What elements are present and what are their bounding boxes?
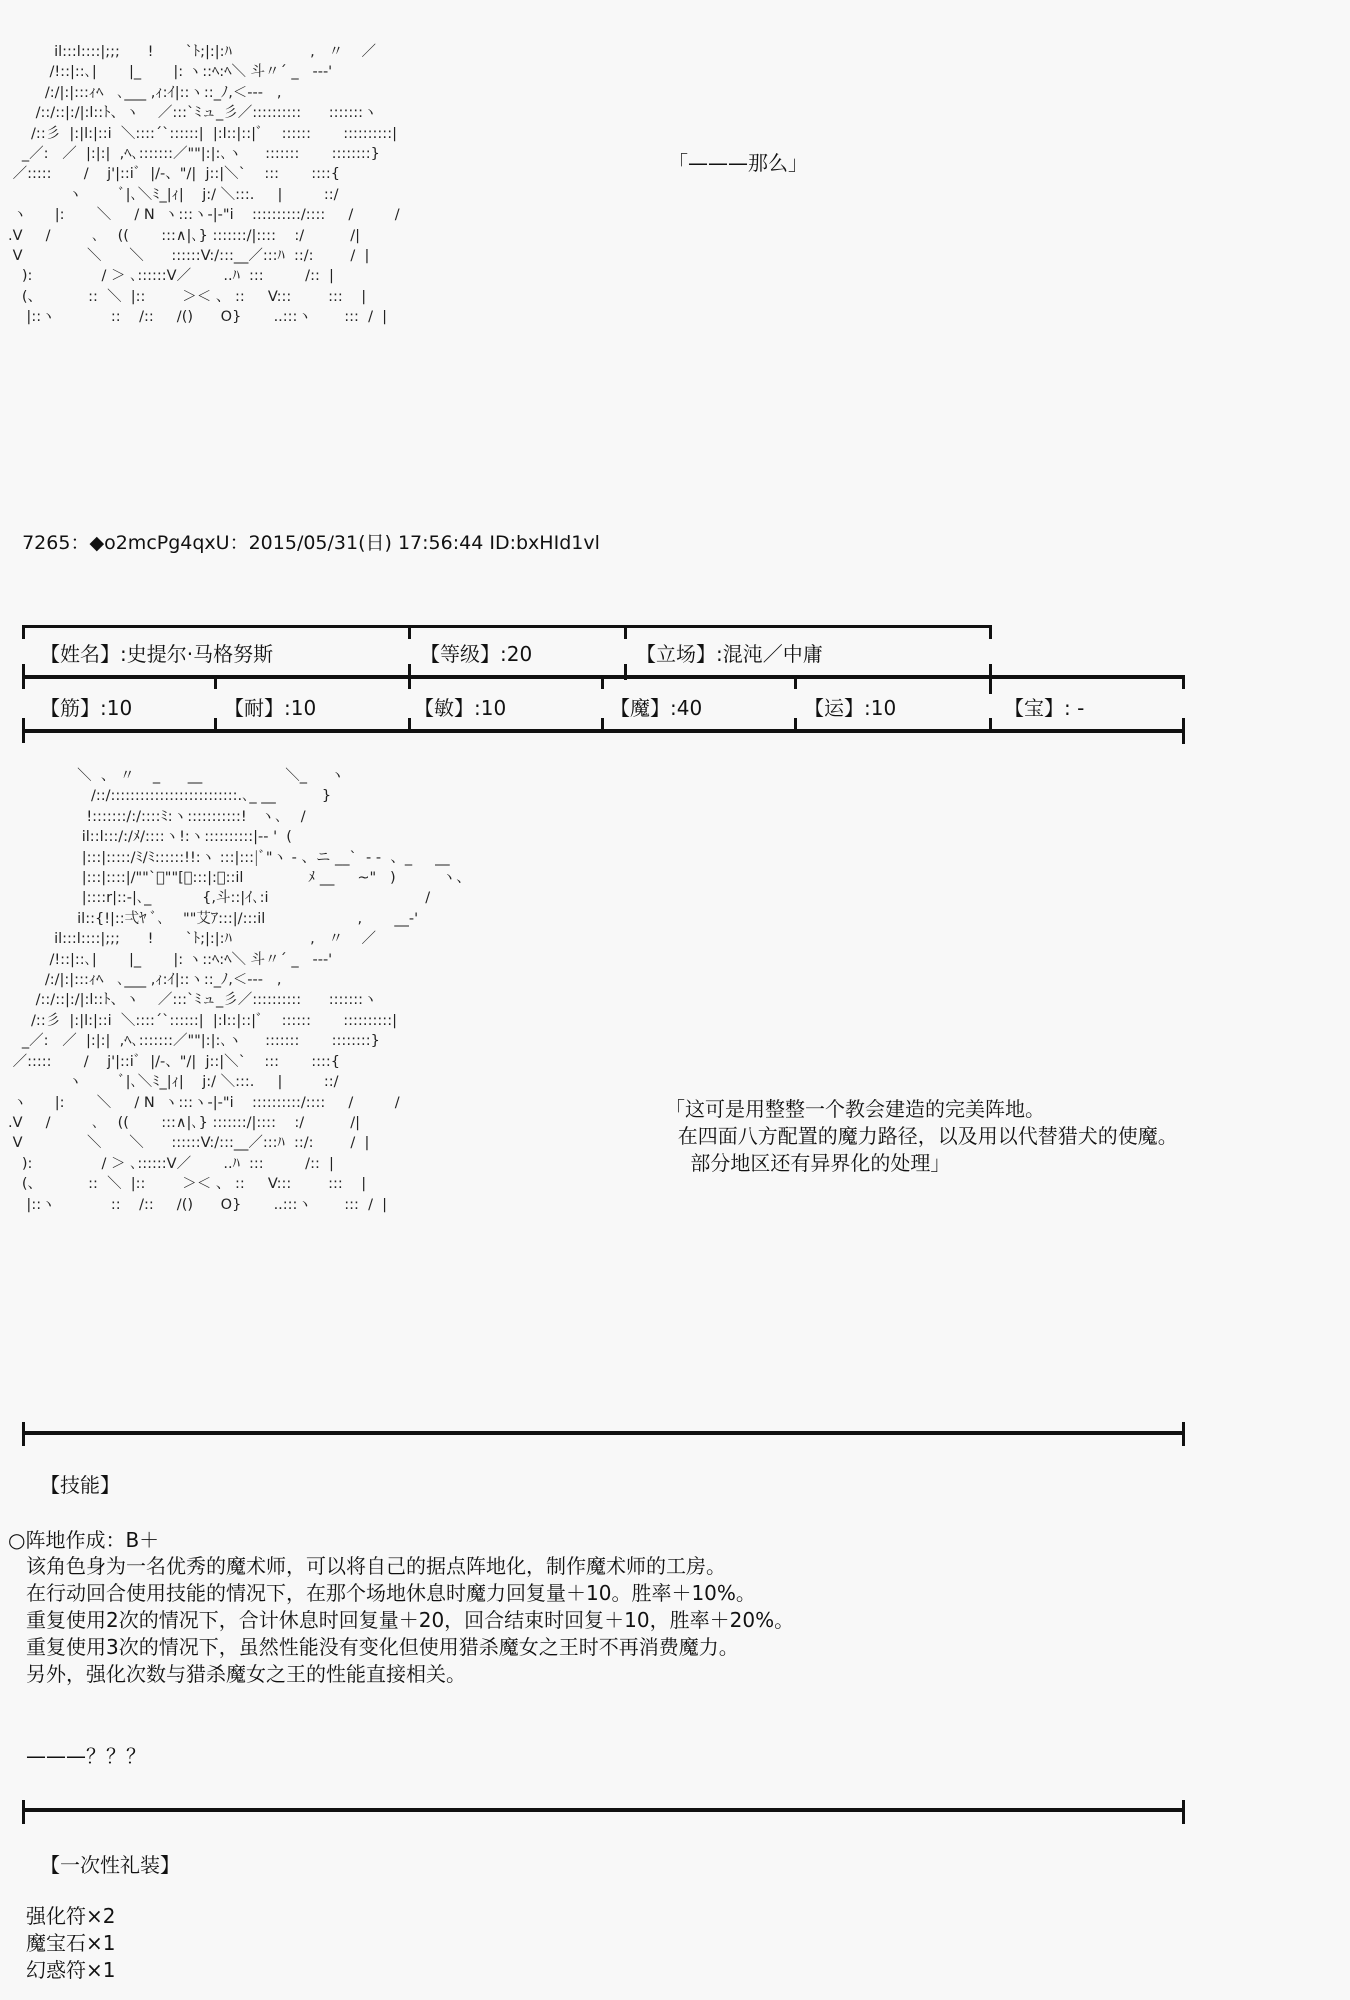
- skill-desc-line: 重复使用2次的情况下，合计休息时回复量＋20，回合结束时回复＋10，胜率＋20%。: [26, 1608, 795, 1632]
- dialogue-line: 部分地区还有异界化的处理」: [665, 1151, 951, 1175]
- stat-name: 【姓名】:史提尔·马格努斯: [40, 642, 274, 666]
- table-tick: [408, 625, 411, 639]
- divider-rule: [22, 1808, 1185, 1812]
- skills-heading: 【技能】: [40, 1473, 120, 1497]
- stat-noble-phantasm: 【宝】: -: [1004, 696, 1085, 720]
- table-tick: [989, 664, 992, 694]
- stat-luck: 【运】:10: [804, 696, 897, 720]
- consumable-item: 强化符×2: [26, 1904, 116, 1928]
- stat-alignment: 【立场】:混沌／中庸: [636, 642, 823, 666]
- skill-title: ○阵地作成：B＋: [8, 1528, 160, 1552]
- post-id[interactable]: ID:bxHId1vl: [489, 532, 600, 554]
- stat-endurance: 【耐】:10: [224, 696, 317, 720]
- post-separator: ：: [70, 532, 90, 554]
- tripcode: o2mcPg4qxU: [104, 532, 230, 554]
- post-number: 7265: [22, 532, 71, 554]
- post-header: [10, 503, 600, 557]
- dialogue: [665, 1096, 1178, 1177]
- post-date: ：2015/05/31(日) 17:56:44: [229, 532, 484, 554]
- ascii-art-top: il:::l::::|;;; ! `ﾄ;|:|:ﾊ , 〃 ／ /!::|::､| |_ |: ヽ::ﾍ:ﾍ＼ 斗〃´ _ --‐' /:/|:|:::ｨﾍ ､___ ,ｨ:ｲ|::ヽ::_ﾉ,＜--- , /::/::|:/|:l::ﾄ、ヽ ／:::`ﾐュ_彡／:::::::::: :::::::ヽ /::彡 |:|l:|::i ＼::::´`::::::| |:l::|::|ﾞ :::::: ::::::::::| _／: ／ |:|:| ,ﾍ､:::::::／""|:|:､ヽ ::::::: ::::::::} ／::::: / j'|::iﾞ |/‐、"/| j::|＼` ::: ::::{ ヽ ﾞ|､＼ﾐ_|ｨ| j:/ ＼:::. | ::/ ヽ |: ＼ / N ヽ:::ヽ-|-"i ::::::::::/:::: / / .V / ､ (( :::∧|､} :::::::/|:::: :/ /| V ＼ ＼ ::::::V:/:::__／:::ﾊ ::/: / | ): / ＞ ､::::::V／ ..ﾊ ::: /:: | (、 :: ＼ |:: ＞＜ 、 :: V::: ::: | |::ヽ :: /:: /() O} ..:::ヽ ::: / |: [8, 44, 400, 326]
- table-tick: [22, 729, 25, 743]
- stat-agility: 【敏】:10: [414, 696, 507, 720]
- consumables-heading: 【一次性礼装】: [40, 1853, 180, 1877]
- ascii-art-bottom: ＼ 、 〃 _ __ ＼_ ヽ /::/::::::::::::::::::::::::::.､_ __ } !:::::::/:/::::ﾐ:ヽ:::::::::::! ヽ､ / il::l:::/:/ﾒ/::::ヽ!:ヽ::::::::::|‐‐ ' ( |:::|:::::/ﾐ/ﾐ::::::!!:ヽ :::|:::|ﾞ"ヽ - 、ニ __` - - 、_ __ |:::|::::|/""`ﾞ""[ﾞ:::|:、::il ﾒ __ ~" ) ヽ、 |::::r|::‐|､_ {,斗::|ｲ､:i / il::{!|::弌ﾔ ﾞ､ ""艾ｱ:::|/:::il , __-' il:::l::::|;;; ! `ﾄ;|:|:ﾊ , 〃 ／ /!::|::､| |_ |: ヽ::ﾍ:ﾍ＼ 斗〃´ _ --‐' /:/|:|:::ｨﾍ ､___ ,ｨ:ｲ|::ヽ::_ﾉ,＜--- , /::/::|:/|:l::ﾄ、ヽ ／:::`ﾐュ_彡／:::::::::: :::::::ヽ /::彡 |:|l:|::i ＼::::´`::::::| |:l::|::|ﾞ :::::: ::::::::::| _／: ／ |:|:| ,ﾍ､:::::::／""|:|:､ヽ ::::::: ::::::::} ／::::: / j'|::iﾞ |/‐、"/| j::|＼` ::: ::::{ ヽ ﾞ|､＼ﾐ_|ｨ| j:/ ＼:::. | ::/ ヽ |: ＼ / N ヽ:::ヽ-|-"i ::::::::::/:::: / / .V / ､ (( :::∧|､} :::::::/|:::: :/ /| V ＼ ＼ ::::::V:/:::__／:::ﾊ ::/: / | ): / ＞ ､::::::V／ ..ﾊ ::: /:: | (、 :: ＼ |:: ＞＜ 、 :: V::: ::: | |::ヽ :: /:: /() O} ..:::ヽ ::: / |: [8, 768, 471, 1213]
- quote-top: 「———那么」: [668, 151, 808, 175]
- table-tick: [408, 675, 411, 689]
- skill-description: [26, 1553, 794, 1688]
- divider-end: [1182, 1422, 1185, 1446]
- trip-diamond-icon: ◆: [89, 532, 105, 554]
- consumable-item: 魔宝石×1: [26, 1931, 116, 1955]
- dialogue-line: 「这可是用整整一个教会建造的完美阵地。: [665, 1097, 1045, 1121]
- table-tick: [624, 625, 627, 639]
- dialogue-line: 在四面八方配置的魔力路径，以及用以代替猎犬的使魔。: [665, 1124, 1178, 1148]
- divider-end: [22, 1800, 25, 1824]
- table-tick: [794, 675, 797, 689]
- consumables-list: [26, 1903, 115, 1984]
- stat-level: 【等级】:20: [420, 642, 533, 666]
- table-bottom-rule: [22, 729, 1185, 733]
- table-tick: [214, 675, 217, 689]
- skill-desc-line: 该角色身为一名优秀的魔术师，可以将自己的据点阵地化，制作魔术师的工房。: [26, 1554, 726, 1578]
- divider-rule: [22, 1431, 1185, 1435]
- table-tick: [989, 625, 992, 639]
- table-tick: [601, 675, 604, 689]
- skill-desc-line: 另外，强化次数与猎杀魔女之王的性能直接相关。: [26, 1662, 466, 1686]
- stat-strength: 【筋】:10: [40, 696, 133, 720]
- divider-end: [1182, 1800, 1185, 1824]
- consumable-item: 幻惑符×1: [26, 1958, 116, 1982]
- mystery-skill: ———？？？: [26, 1744, 146, 1768]
- table-tick: [22, 675, 25, 689]
- table-tick: [22, 625, 25, 639]
- table-tick: [1182, 675, 1185, 689]
- table-top-rule: [22, 625, 992, 628]
- stat-magic: 【魔】:40: [610, 696, 703, 720]
- skill-desc-line: 重复使用3次的情况下，虽然性能没有变化但使用猎杀魔女之王时不再消费魔力。: [26, 1635, 739, 1659]
- skill-desc-line: 在行动回合使用技能的情况下，在那个场地休息时魔力回复量＋10。胜率＋10%。: [26, 1581, 756, 1605]
